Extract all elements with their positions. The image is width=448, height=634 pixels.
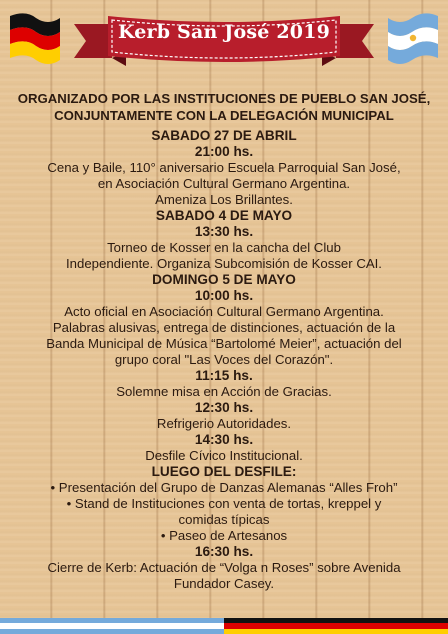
event-text: Fundador Casey.	[173, 576, 275, 591]
bullet-item: • Paseo de Artesanos	[160, 528, 288, 543]
flag-stripes-footer	[0, 618, 448, 634]
event-program	[14, 90, 434, 592]
event-text: Palabras alusivas, entrega de distinciones, actuación de la	[52, 320, 396, 335]
event-time: 11:15 hs.	[195, 368, 253, 383]
event-text: Torneo de Kosser en la cancha del Club	[107, 240, 341, 255]
event-text: Cena y Baile, 110° aniversario Escuela Parroquial San José,	[47, 160, 401, 175]
event-text: Refrigerio Autoridades.	[156, 416, 292, 431]
after-parade-header: LUEGO DEL DESFILE:	[151, 464, 297, 479]
title-ribbon	[74, 10, 374, 76]
event-time: 12:30 hs.	[194, 400, 254, 415]
bullet-item: • Presentación del Grupo de Danzas Alemanas “Alles Froh”	[50, 480, 398, 495]
event-time: 10:00 hs.	[194, 288, 254, 303]
event-time: 14:30 hs.	[194, 432, 254, 447]
event-text: Ameniza Los Brillantes.	[155, 192, 293, 207]
event-text: en Asociación Cultural Germano Argentina.	[97, 176, 351, 191]
day-header: SABADO 27 DE ABRIL	[151, 128, 297, 143]
bullet-item-continued: comidas típicas	[178, 512, 270, 527]
event-time: 13:30 hs.	[194, 224, 254, 239]
event-text: Desfile Cívico Institucional.	[145, 448, 303, 463]
day-header: DOMINGO 5 DE MAYO	[152, 272, 296, 287]
bullet-item: • Stand de Instituciones con venta de tortas, kreppel y	[66, 496, 382, 511]
event-text: Banda Municipal de Música “Bartolomé Meier”, actuación del	[46, 336, 402, 351]
argentina-flag-icon	[384, 10, 442, 66]
event-time: 16:30 hs.	[194, 544, 254, 559]
event-text: Cierre de Kerb: Actuación de “Volga n Roses” sobre Avenida	[47, 560, 401, 575]
germany-stripe	[224, 618, 448, 634]
argentina-stripe	[0, 618, 224, 634]
organizer-statement: ORGANIZADO POR LAS INSTITUCIONES DE PUEBLO SAN JOSÉ, CONJUNTAMENTE CON LA DELEGACIÓN MUNICIPAL	[17, 91, 431, 123]
event-time: 21:00 hs.	[194, 144, 254, 159]
event-text: Acto oficial en Asociación Cultural Germano Argentina.	[64, 304, 384, 319]
event-text: Solemne misa en Acción de Gracias.	[116, 384, 332, 399]
day-header: SABADO 4 DE MAYO	[155, 208, 293, 223]
page-title: Kerb San José 2019	[117, 21, 331, 43]
event-text: grupo coral "Las Voces del Corazón".	[114, 352, 334, 367]
germany-flag-icon	[6, 10, 64, 66]
event-text: Independiente. Organiza Subcomisión de Kosser CAI.	[66, 256, 382, 271]
